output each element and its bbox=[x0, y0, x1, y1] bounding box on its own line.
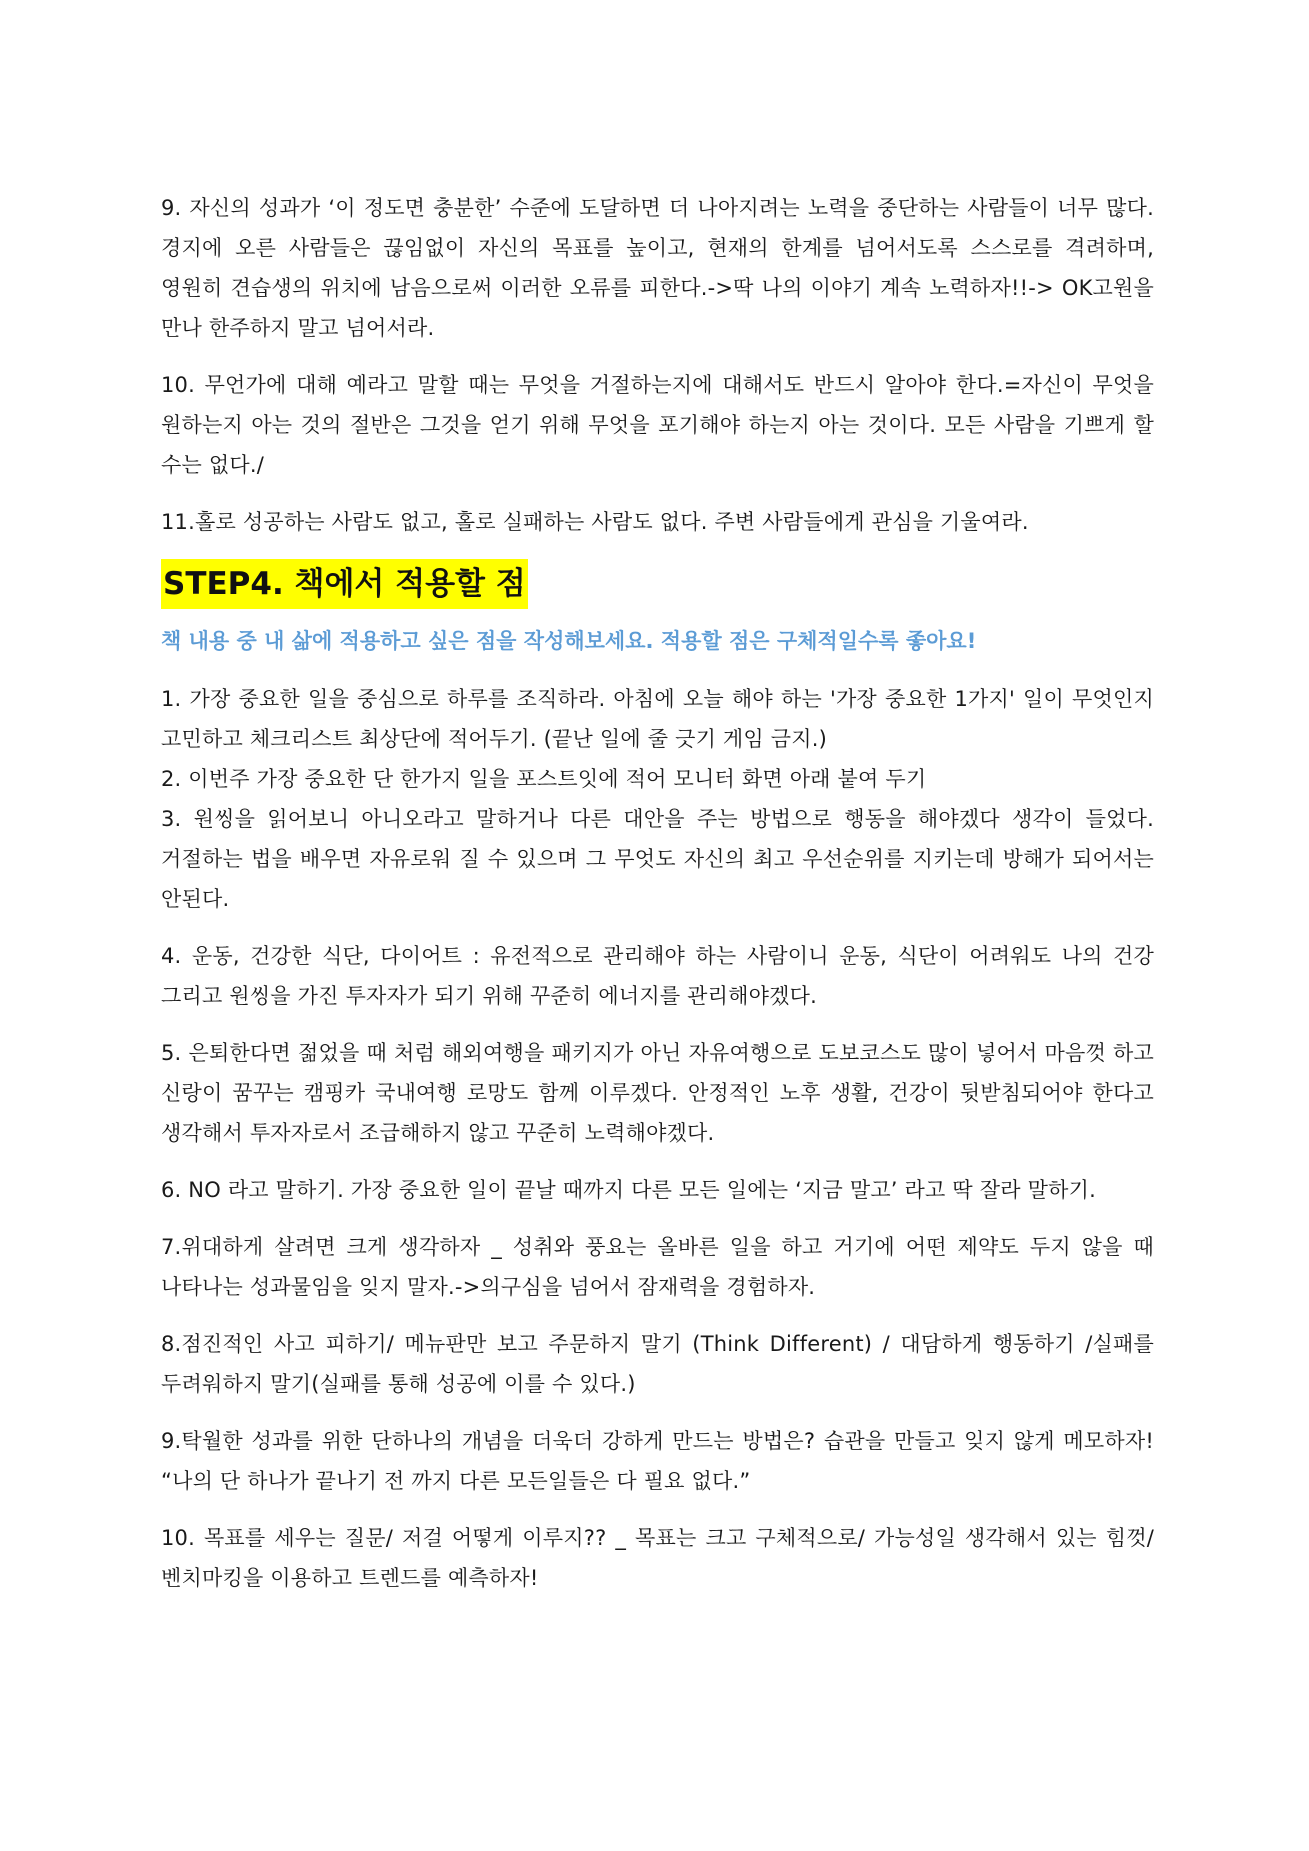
apply-item-6: 6. NO 라고 말하기. 가장 중요한 일이 끝날 때까지 다른 모든 일에는 ‘지금 말고’ 라고 딱 잘라 말하기. bbox=[161, 1178, 1096, 1202]
apply-item-9: 9.탁월한 성과를 위한 단하나의 개념을 더욱더 강하게 만드는 방법은? 습관을 만들고 잊지 않게 메모하자! “나의 단 하나가 끝나기 전 까지 다른 모든일들은 다 필요 없다.” bbox=[161, 1429, 1154, 1493]
step4-heading-wrap bbox=[161, 559, 1154, 609]
apply-item-7: 7.위대하게 살려면 크게 생각하자 _ 성취와 풍요는 올바른 일을 하고 거기에 어떤 제약도 두지 않을 때 나타나는 성과물임을 잊지 말자.->의구심을 넘어서 잠재력을 경험하자. bbox=[161, 1235, 1154, 1299]
paragraph-10: 10. 무언가에 대해 예라고 말할 때는 무엇을 거절하는지에 대해서도 반드시 알아야 한다.=자신이 무엇을 원하는지 아는 것의 절반은 그것을 얻기 위해 무엇을 포기해야 하는지 아는 것이다. 모든 사람을 기쁘게 할 수는 없다./ bbox=[161, 373, 1154, 477]
apply-item-4: 4. 운동, 건강한 식단, 다이어트 : 유전적으로 관리해야 하는 사람이니 운동, 식단이 어려워도 나의 건강 그리고 원씽을 가진 투자자가 되기 위해 꾸준히 에너지를 관리해야겠다. bbox=[161, 944, 1154, 1008]
apply-item-5: 5. 은퇴한다면 젊었을 때 처럼 해외여행을 패키지가 아닌 자유여행으로 도보코스도 많이 넣어서 마음껏 하고 신랑이 꿈꾸는 캠핑카 국내여행 로망도 함께 이루겠다. 안정적인 노후 생활, 건강이 뒷받침되어야 한다고 생각해서 투자자로서 조급해하지 않고 꾸준히 노력해야겠다. bbox=[161, 1041, 1154, 1145]
paragraph-11: 11.홀로 성공하는 사람도 없고, 홀로 실패하는 사람도 없다. 주변 사람들에게 관심을 기울여라. bbox=[161, 510, 1029, 534]
apply-item-2: 2. 이번주 가장 중요한 단 한가지 일을 포스트잇에 적어 모니터 화면 아래 붙여 두기 bbox=[161, 767, 927, 791]
apply-item-3: 3. 원씽을 읽어보니 아니오라고 말하거나 다른 대안을 주는 방법으로 행동을 해야겠다 생각이 들었다. 거절하는 법을 배우면 자유로워 질 수 있으며 그 무엇도 자신의 최고 우선순위를 지키는데 방해가 되어서는 안된다. bbox=[161, 807, 1154, 911]
step4-subtitle: 책 내용 중 내 삶에 적용하고 싶은 점을 작성해보세요. 적용할 점은 구체적일수록 좋아요! bbox=[161, 629, 977, 653]
apply-item-10: 10. 목표를 세우는 질문/ 저걸 어떻게 이루지?? _ 목표는 크고 구체적으로/ 가능성일 생각해서 있는 힘껏/ 벤치마킹을 이용하고 트렌드를 예측하자! bbox=[161, 1526, 1154, 1590]
apply-item-1: 1. 가장 중요한 일을 중심으로 하루를 조직하라. 아침에 오늘 해야 하는 '가장 중요한 1가지' 일이 무엇인지 고민하고 체크리스트 최상단에 적어두기. (끝난 일에 줄 긋기 게임 금지.) bbox=[161, 687, 1154, 751]
step4-heading: STEP4. 책에서 적용할 점 bbox=[161, 559, 528, 609]
paragraph-9: 9. 자신의 성과가 ‘이 정도면 충분한’ 수준에 도달하면 더 나아지려는 노력을 중단하는 사람들이 너무 많다. 경지에 오른 사람들은 끊임없이 자신의 목표를 높이고, 현재의 한계를 넘어서도록 스스로를 격려하며, 영원히 견습생의 위치에 남음으로써 이러한 오류를 피한다.->딱 나의 이야기 계속 노력하자!!-> OK고원을 만나 한주하지 말고 넘어서라. bbox=[161, 196, 1154, 340]
apply-item-8: 8.점진적인 사고 피하기/ 메뉴판만 보고 주문하지 말기 (Think Different) / 대담하게 행동하기 /실패를 두려워하지 말기(실패를 통해 성공에 이를 수 있다.) bbox=[161, 1332, 1154, 1396]
